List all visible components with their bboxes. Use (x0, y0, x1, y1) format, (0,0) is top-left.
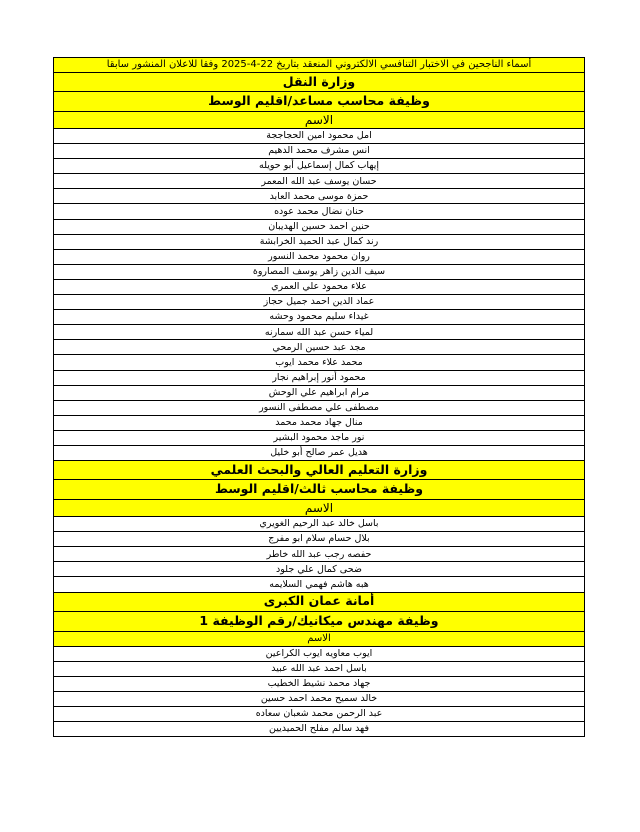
candidate-name: محمد علاء محمد ايوب (54, 355, 585, 370)
candidate-name: غيداء سليم محمود وحشه (54, 310, 585, 325)
candidate-name: امل محمود امين الحجاججة (54, 129, 585, 144)
job-title-row (54, 92, 585, 112)
candidate-name: باسل خالد عبد الرحيم الغويري (54, 517, 585, 532)
candidate-name-row (54, 661, 585, 676)
candidate-name: محمود أنور إبراهيم نجار (54, 370, 585, 385)
candidate-name: بلال حسام سلام ابو مفرج (54, 532, 585, 547)
candidate-name-row (54, 370, 585, 385)
candidate-name: مرام ابراهيم علي الوحش (54, 385, 585, 400)
candidate-name: ايوب معاويه ايوب الكراعين (54, 646, 585, 661)
candidate-name-row (54, 577, 585, 592)
candidate-name: إيهاب كمال إسماعيل أبو حويله (54, 159, 585, 174)
candidate-name-row (54, 691, 585, 706)
candidate-name-row (54, 706, 585, 721)
candidate-name-row (54, 129, 585, 144)
ministry-title-row (54, 592, 585, 611)
candidate-name-row (54, 646, 585, 661)
name-column-header-row (54, 500, 585, 517)
name-column-header: الاسم (54, 631, 585, 646)
candidate-name-row (54, 355, 585, 370)
candidate-name: لمياء حسن عبد الله سمارنه (54, 325, 585, 340)
ministry-title-row (54, 461, 585, 480)
candidate-name-row (54, 722, 585, 737)
candidate-name: انس مشرف محمد الدهيم (54, 144, 585, 159)
candidate-name: حنان نضال محمد عوده (54, 204, 585, 219)
candidate-name: هبه هاشم فهمي السلايمه (54, 577, 585, 592)
candidate-name: جهاد محمد نشيط الخطيب (54, 676, 585, 691)
candidate-name: نور ماجد محمود البشير (54, 430, 585, 445)
candidate-name: سيف الدين زاهر يوسف المصاروة (54, 264, 585, 279)
candidate-name: هديل عمر صالح أبو خليل (54, 445, 585, 460)
candidate-name-row (54, 547, 585, 562)
candidate-name-row (54, 430, 585, 445)
candidate-name-row (54, 204, 585, 219)
candidate-name: عبد الرحمن محمد شعبان سعاده (54, 706, 585, 721)
job-title-row (54, 480, 585, 500)
candidate-name-row (54, 445, 585, 460)
candidate-name: مجد عبد حسين الرمحي (54, 340, 585, 355)
candidate-name: عماد الدين احمد جميل حجاز (54, 295, 585, 310)
ministry-title: وزارة التعليم العالي والبحث العلمي (54, 461, 585, 480)
candidate-name-row (54, 189, 585, 204)
candidate-name-row (54, 400, 585, 415)
candidate-name: باسل احمد عبد الله عبيد (54, 661, 585, 676)
job-title: وظيفة مهندس ميكانيك/رقم الوظيفة 1 (54, 611, 585, 631)
document-title: أسماء الناجحين في الاختبار التنافسي الالكتروني المنعقد بتاريخ 22-4-2025 وفقا للاعلان المنشور سابقا (54, 58, 585, 73)
name-column-header-row (54, 112, 585, 129)
candidate-name-row (54, 517, 585, 532)
candidate-name-row (54, 415, 585, 430)
candidate-name-row (54, 385, 585, 400)
candidate-name: حمزة موسى محمد العابد (54, 189, 585, 204)
candidate-name: حنين احمد حسين الهديبان (54, 219, 585, 234)
ministry-title: وزارة النقل (54, 73, 585, 92)
ministry-title-row (54, 73, 585, 92)
ministry-title: أمانة عمان الكبرى (54, 592, 585, 611)
job-title-row (54, 611, 585, 631)
candidate-name-row (54, 676, 585, 691)
candidate-name-row (54, 234, 585, 249)
candidate-name-row (54, 325, 585, 340)
name-column-header: الاسم (54, 112, 585, 129)
results-table-body (54, 58, 585, 737)
candidate-name-row (54, 174, 585, 189)
candidate-name-row (54, 295, 585, 310)
name-column-header: الاسم (54, 500, 585, 517)
candidate-name: فهد سالم مفلح الحميديين (54, 722, 585, 737)
candidate-name-row (54, 249, 585, 264)
job-title: وظيفة محاسب ثالث/اقليم الوسط (54, 480, 585, 500)
name-column-header-row (54, 631, 585, 646)
candidate-name: حفصه رجب عبد الله خاطر (54, 547, 585, 562)
candidate-name: روان محمود محمد النسور (54, 249, 585, 264)
candidate-name-row (54, 219, 585, 234)
candidate-name: مصطفى علي مصطفى النسور (54, 400, 585, 415)
candidate-name: ضحى كمال علي جلود (54, 562, 585, 577)
candidate-name: خالد سميح محمد احمد حسين (54, 691, 585, 706)
candidate-name: رند كمال عبد الحميد الخرابشة (54, 234, 585, 249)
candidate-name: منال جهاد محمد محمد (54, 415, 585, 430)
candidate-name-row (54, 310, 585, 325)
results-table (53, 57, 585, 737)
candidate-name-row (54, 532, 585, 547)
candidate-name: علاء محمود علي العمري (54, 279, 585, 294)
candidate-name-row (54, 279, 585, 294)
candidate-name-row (54, 159, 585, 174)
candidate-name-row (54, 562, 585, 577)
job-title: وظيفة محاسب مساعد/اقليم الوسط (54, 92, 585, 112)
candidate-name: حسان يوسف عبد الله المعمر (54, 174, 585, 189)
candidate-name-row (54, 144, 585, 159)
document-title-row (54, 58, 585, 73)
candidate-name-row (54, 340, 585, 355)
candidate-name-row (54, 264, 585, 279)
